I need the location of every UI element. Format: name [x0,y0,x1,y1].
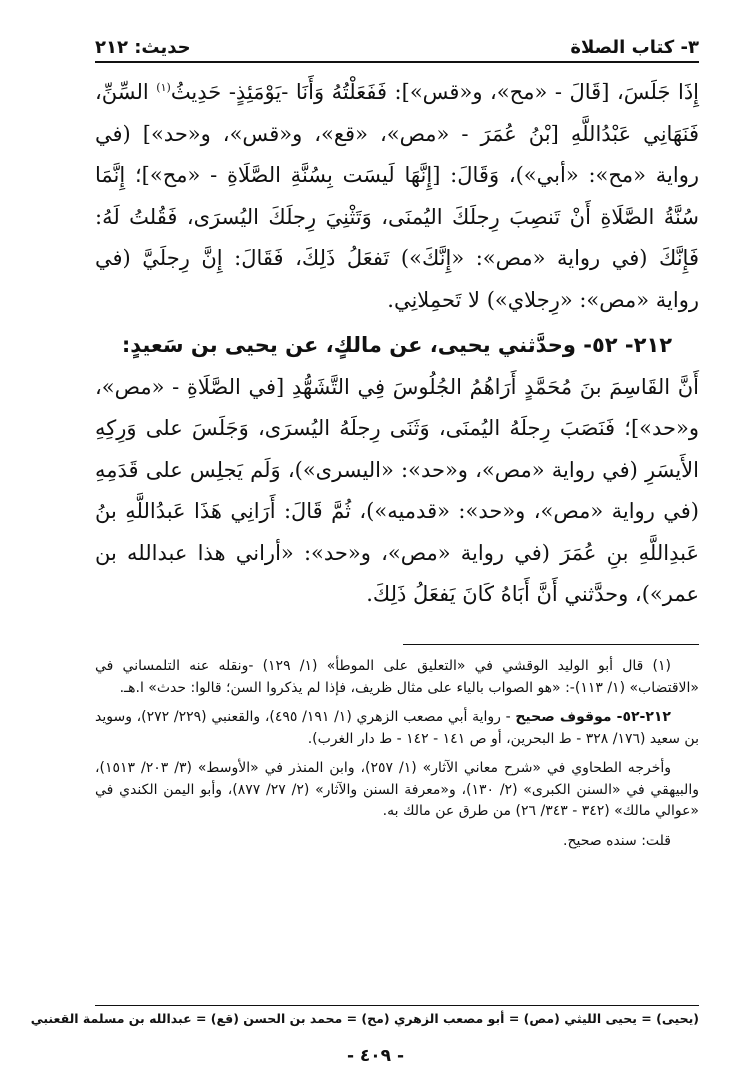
additional-sources: وأخرجه الطحاوي في «شرح معاني الآثار» (١/ ٢٥٧)، وابن المنذر في «الأوسط» (٣/ ٢٠٣/ ١٥١٣)، والبيهقي في «السنن الكبرى» (٢/ ١٣٠)، و«معرفة السنن والآثار» (٢/ ٢٧/ ٨٧٧)، وأبو اليمن الكندي في «عوالي مالك» (٣٤٢ - ٣٤٣/ ٢٦) من طرق عن مالك به. [95,760,699,819]
abbreviations-key: (يحيى) = يحيى الليثي (مص) = أبو مصعب الزهري (مح) = محمد بن الحسن (قع) = عبدالله بن مسلمة القعنبي [30,1011,699,1026]
takhrij-text: - رواية أبي مصعب الزهري (١/ ١٩١/ ٤٩٥)، والقعنبي (٢٢٩/ ٢٧٢)، وسويد بن سعيد (١٧٦/ ٣٢٨ - ط البحرين، أو ص ١٤١ - ١٤٢ - ط دار الغرب). [95,709,699,747]
page-number: - ٤٠٩ - [346,1046,405,1066]
footnote-divider [403,644,699,645]
takhrij-label: ٢١٢-٥٢- موقوف صحيح [515,709,671,725]
takhrij-note [95,707,699,750]
verdict: قلت: سنده صحيح. [563,832,671,849]
hadith-number: حديث: ٢١٢ [95,37,191,58]
previous-hadith-continuation [95,72,699,321]
continuation-part-2: السِّنِّ، فَنَهَانِي عَبْدُاللَّهِ [بْنُ عُمَرَ - «مص»، «قع»، و«قس»، و«حد»] (في رواية «مح»: «أبي»)، وَقَالَ: [إِنَّهَا لَيسَت بِسُنَّةِ الصَّلَاةِ - «مح»]؛ إِنَّمَا سُنَّةُ الصَّلَاةِ أَنْ تَنصِبَ رِجلَكَ اليُمنَى، وَتَثْنِيَ رِجلَكَ اليُسرَى، فَقُلتُ لَهُ: فَإِنَّكَ (في رواية «مص»: «إِنَّكَ») تَفعَلُ ذَلِكَ، فَقَالَ: إِنَّ رِجلَيَّ (في رواية «مص»: «رِجلاي») لا تَحمِلانِي. [95,80,699,312]
footnotes [95,656,699,860]
footnote-marker: (١) [156,81,171,94]
footnote-1: (١) قال أبو الوليد الوقشي في «التعليق على الموطأ» (١/ ١٢٩) -ونقله عنه التلمساني في «الاقتضاب» (١/ ١١٣)-: «هو الصواب بالياء على مثال ظريف، فإذا لم يذكروا السن؛ قالوا: حدث» ا.هـ. [95,658,699,696]
hadith-text: أَنَّ القَاسِمَ بنَ مُحَمَّدٍ أَرَاهُمُ الجُلُوسَ فِي التَّشَهُّدِ [في الصَّلَاةِ - «مص»، و«حد»]؛ فَنَصَبَ رِجلَهُ اليُمنَى، وَثَنَى رِجلَهُ اليُسرَى، وَجَلَسَ على وَرِكِهِ الأَيسَرِ (في رواية «مص»، و«حد»: «اليسرى»)، وَلَم يَجلِس على قَدَمِهِ (في رواية «مص»، و«حد»: «قدميه»)، ثُمَّ قَالَ: أَرَانِي هَذَا عَبدُاللَّهِ بنُ عَبدِاللَّهِ بنِ عُمَرَ (في رواية «مص»، و«حد»: «أراني هذا عبدالله بن عمر»)، وحدَّثني أَنَّ أَبَاهُ كَانَ يَفعَلُ ذَلِكَ. [95,374,699,606]
continuation-part-1: إِذَا جَلَسَ، [قَالَ - «مح»، و«قس»]: فَفَعَلْتُهُ وَأَنَا -يَوْمَئِذٍ- حَدِيثُ [170,80,699,104]
hadith-heading: ٢١٢- ٥٢- وحدَّثني يحيى، عن مالكٍ، عن يحيى بن سَعيدٍ: [121,333,673,357]
abbreviations-divider [95,1005,699,1006]
main-text [95,72,699,616]
header-divider [95,61,699,63]
running-header [95,28,699,58]
book-title: ٣- كتاب الصلاة [570,37,699,58]
